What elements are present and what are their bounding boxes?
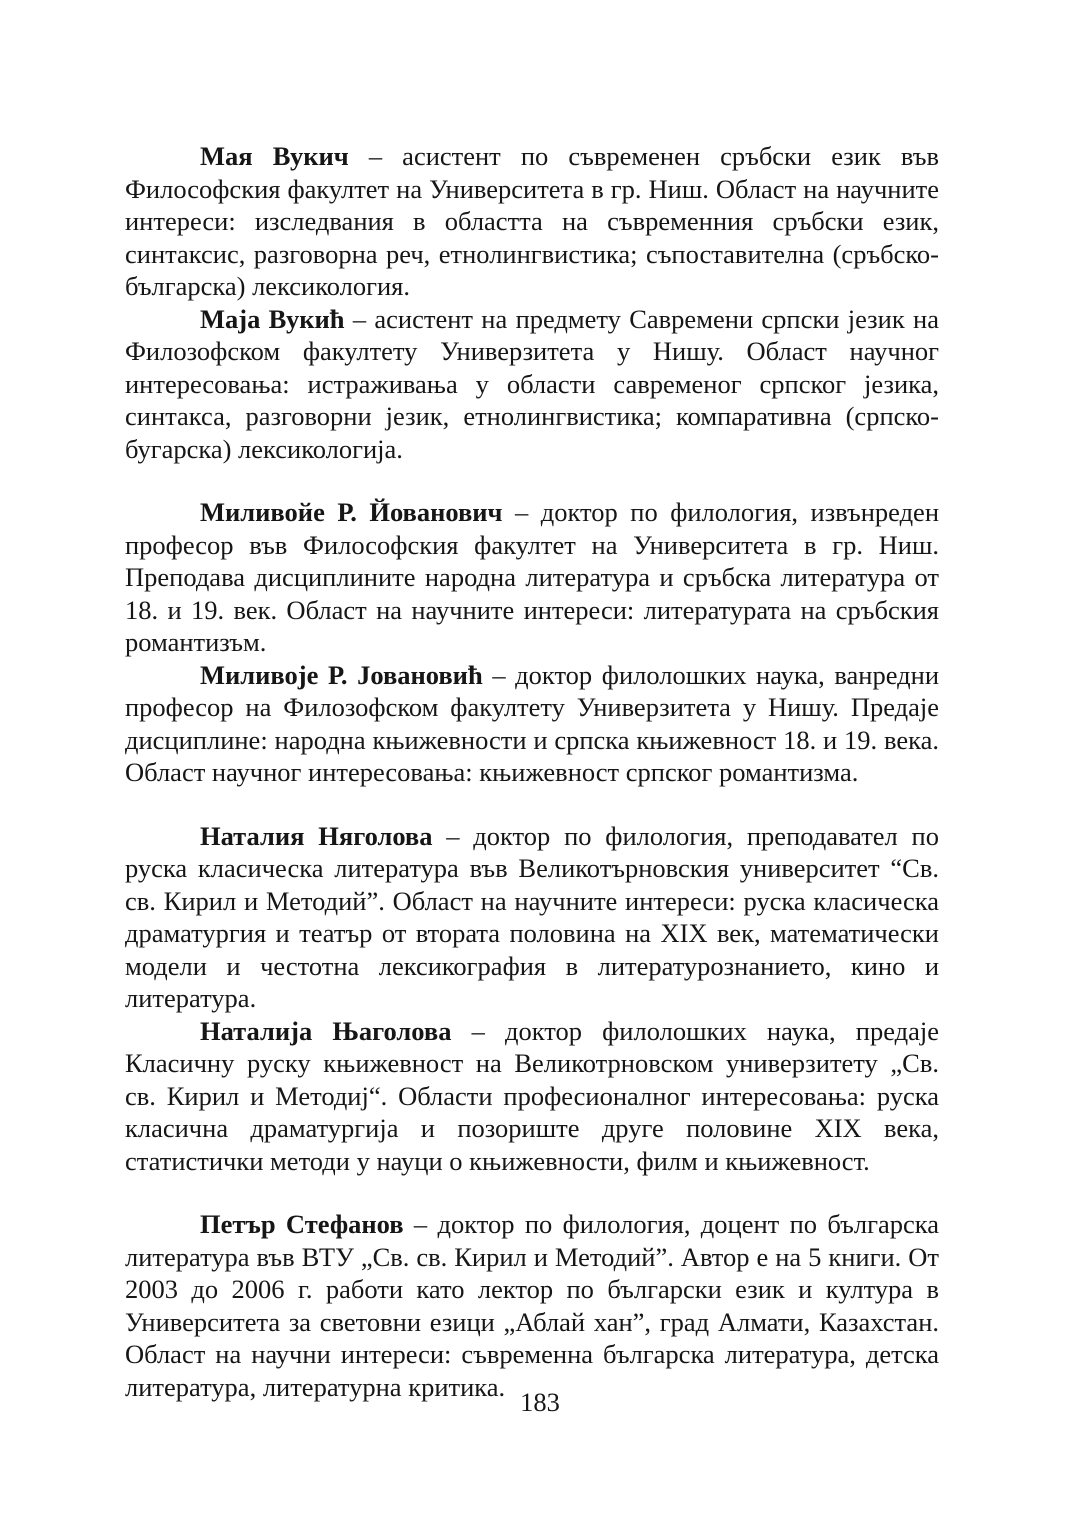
contributor-bio: – доктор по филология, извънреден професор във Философския факултет на Университета в гр. Ниш. Преподава дисциплините народна литература и сръбска литература от 18. и 19. век. Област на научните интереси: литературата на сръбския романтизъм. [125, 497, 939, 657]
contributor-name: Миливоје Р. Јовановић [200, 659, 483, 690]
contributor-name: Маја Вукић [200, 303, 345, 334]
contributor-entry-vukich [125, 140, 939, 465]
contributor-bio: – доктор по филология, преподавател по руска класическа литература във Великотърновския университет “Св. св. Кирил и Методий”. Област на научните интереси: руска класическа драматургия и театър от втората половина на XIX век, математически модели и честотна лексикография в литературознанието, кино и литература. [125, 820, 939, 1013]
contributor-bio: – асистент по съвременен сръбски език във Философския факултет на Университета в гр. Ниш. Област на научните интереси: изследвания в областта на съвременния сръбски език, синтаксис, разговорна реч, етнолингвистика; съпоставителна (сръбско-българска) лексикология. [125, 141, 939, 301]
entry-paragraph-serbian [125, 303, 939, 466]
contributor-name: Наталија Њаголова [200, 1015, 452, 1046]
contributor-name: Петър Стефанов [200, 1209, 404, 1239]
contributor-entry-jovanovic [125, 496, 939, 789]
contributor-entry-nyagolova [125, 820, 939, 1178]
page-number: 183 [520, 1387, 560, 1417]
contributor-bio: – доктор филолошких наука, ванредни професор на Филозофском факултету Универзитета у Нишу. Предаје дисциплине: народна књижевности и српска књижевност 18. и 19. века. Област научног интересовања: књижевност српског романтизма. [125, 659, 939, 787]
contributor-bio: – асистент на предмету Савремени српски језик на Филозофском факултету Универзитета у Нишу. Област научног интересовања: истраживања у области савременог српског језика, синтакса, разговорни језик, етнолингвистика; компаративна (српско-бугарска) лексикологија. [125, 303, 939, 464]
entry-paragraph-bulgarian [125, 496, 939, 659]
entry-paragraph-bulgarian [125, 1208, 939, 1403]
contributor-bio: – доктор филолошких наука, предаје Класичну руску књижевност на Великотрновском универзитету „Св. св. Кирил и Методиј“. Области професионалног интересовања: руска класична драматургија и позориште друге половине XIX века, статистички методи у науци о књижевности, филм и књижевност. [125, 1015, 939, 1176]
entry-paragraph-bulgarian [125, 140, 939, 303]
entry-paragraph-serbian [125, 659, 939, 789]
entry-paragraph-serbian [125, 1015, 939, 1178]
contributor-name: Наталия Няголова [200, 820, 433, 851]
contributor-bio: – доктор по филология, доцент по българска литература във ВТУ „Св. св. Кирил и Методий”. Автор е на 5 книги. От 2003 до 2006 г. работи като лектор по български език и култура в Университета за световни езици „Аблай хан”, град Алмати, Казахстан. Област на научни интереси: съвременна българска литература, детска литература, литературна критика. [125, 1209, 939, 1402]
contributors-list [125, 140, 939, 1403]
contributor-name: Мая Вукич [200, 141, 349, 171]
contributor-name: Миливойе Р. Йованович [200, 497, 503, 527]
entry-paragraph-bulgarian [125, 820, 939, 1015]
contributor-entry-stefanov [125, 1208, 939, 1403]
